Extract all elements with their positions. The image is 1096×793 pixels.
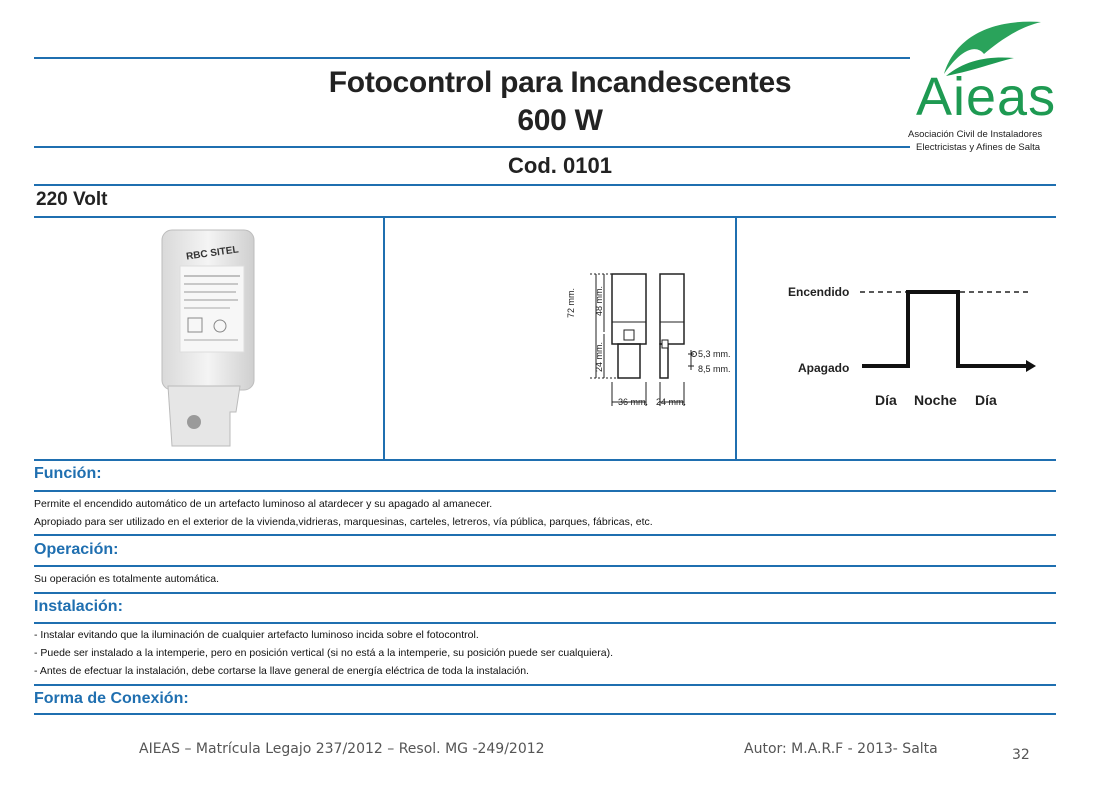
- panel-divider-1: [383, 218, 385, 460]
- rule-instalacion: [34, 622, 1056, 624]
- product-code: Cod. 0101: [508, 153, 612, 178]
- dim-5-3: 5,3 mm.: [698, 349, 731, 359]
- instalacion-line-3: - Antes de efectuar la instalación, debe cortarse la llave general de energía eléctrica de toda la instalación.: [34, 665, 529, 677]
- dim-8-5: 8,5 mm.: [698, 364, 731, 374]
- dimension-drawing: [560, 262, 740, 412]
- page-number: 32: [1012, 747, 1030, 763]
- rule-after-code: [34, 184, 1056, 186]
- section-funcion-title: Función:: [34, 465, 102, 482]
- dim-72: 72 mm.: [566, 287, 576, 318]
- product-photo: [150, 226, 260, 454]
- timing-off-label: Apagado: [798, 361, 850, 375]
- dim-48: 48 mm.: [594, 285, 604, 316]
- rule-before-conexion: [34, 684, 1056, 686]
- timing-diagram: [850, 270, 1040, 390]
- funcion-line-2: Apropiado para ser utilizado en el exterior de la vivienda,vidrieras, marquesinas, carteles, letreros, vía pública, parques, fábricas, etc.: [34, 516, 653, 528]
- rule-after-title: [34, 146, 910, 148]
- title-line2: 600 W: [517, 104, 603, 137]
- funcion-line-1: Permite el encendido automático de un artefacto luminoso al atardecer y su apagado al amanecer.: [34, 498, 493, 510]
- logo-subtitle-line2: Electricistas y Afines de Salta: [916, 142, 1041, 153]
- instalacion-line-1: - Instalar evitando que la iluminación de cualquier artefacto luminoso incida sobre el fotocontrol.: [34, 629, 479, 641]
- section-conexion-title: Forma de Conexión:: [34, 690, 189, 707]
- logo-wordmark: Aieas: [916, 67, 1057, 127]
- dim-24-horizontal: 24 mm.: [656, 397, 687, 407]
- section-instalacion-title: Instalación:: [34, 598, 123, 615]
- timing-x-dia-1: Día: [875, 392, 897, 408]
- rule-funcion: [34, 490, 1056, 492]
- logo-subtitle-line1: Asociación Civil de Instaladores: [908, 129, 1043, 140]
- rule-before-operacion: [34, 534, 1056, 536]
- section-operacion-title: Operación:: [34, 541, 119, 558]
- dim-36: 36 mm.: [618, 397, 649, 407]
- rule-after-panels: [34, 459, 1056, 461]
- rule-conexion: [34, 713, 1056, 715]
- rule-after-volt: [34, 216, 1056, 218]
- operacion-line-1: Su operación es totalmente automática.: [34, 573, 220, 585]
- rule-before-instalacion: [34, 592, 1056, 594]
- timing-x-noche: Noche: [914, 392, 957, 408]
- footer-left: AIEAS – Matrícula Legajo 237/2012 – Resol. MG -249/2012: [139, 741, 545, 757]
- product-brand-label: RBC SITEL: [185, 244, 240, 263]
- voltage-label: 220 Volt: [36, 189, 108, 210]
- rule-operacion: [34, 565, 1056, 567]
- timing-x-dia-2: Día: [975, 392, 997, 408]
- timing-on-label: Encendido: [788, 285, 850, 299]
- footer-right: Autor: M.A.R.F - 2013- Salta: [744, 741, 938, 757]
- dim-24-vertical: 24 mm.: [594, 341, 604, 372]
- instalacion-line-2: - Puede ser instalado a la intemperie, pero en posición vertical (si no está a la intemperie, su posición puede ser cualquiera).: [34, 647, 613, 659]
- rule-top: [34, 57, 910, 59]
- title-line1: Fotocontrol para Incandescentes: [328, 66, 792, 99]
